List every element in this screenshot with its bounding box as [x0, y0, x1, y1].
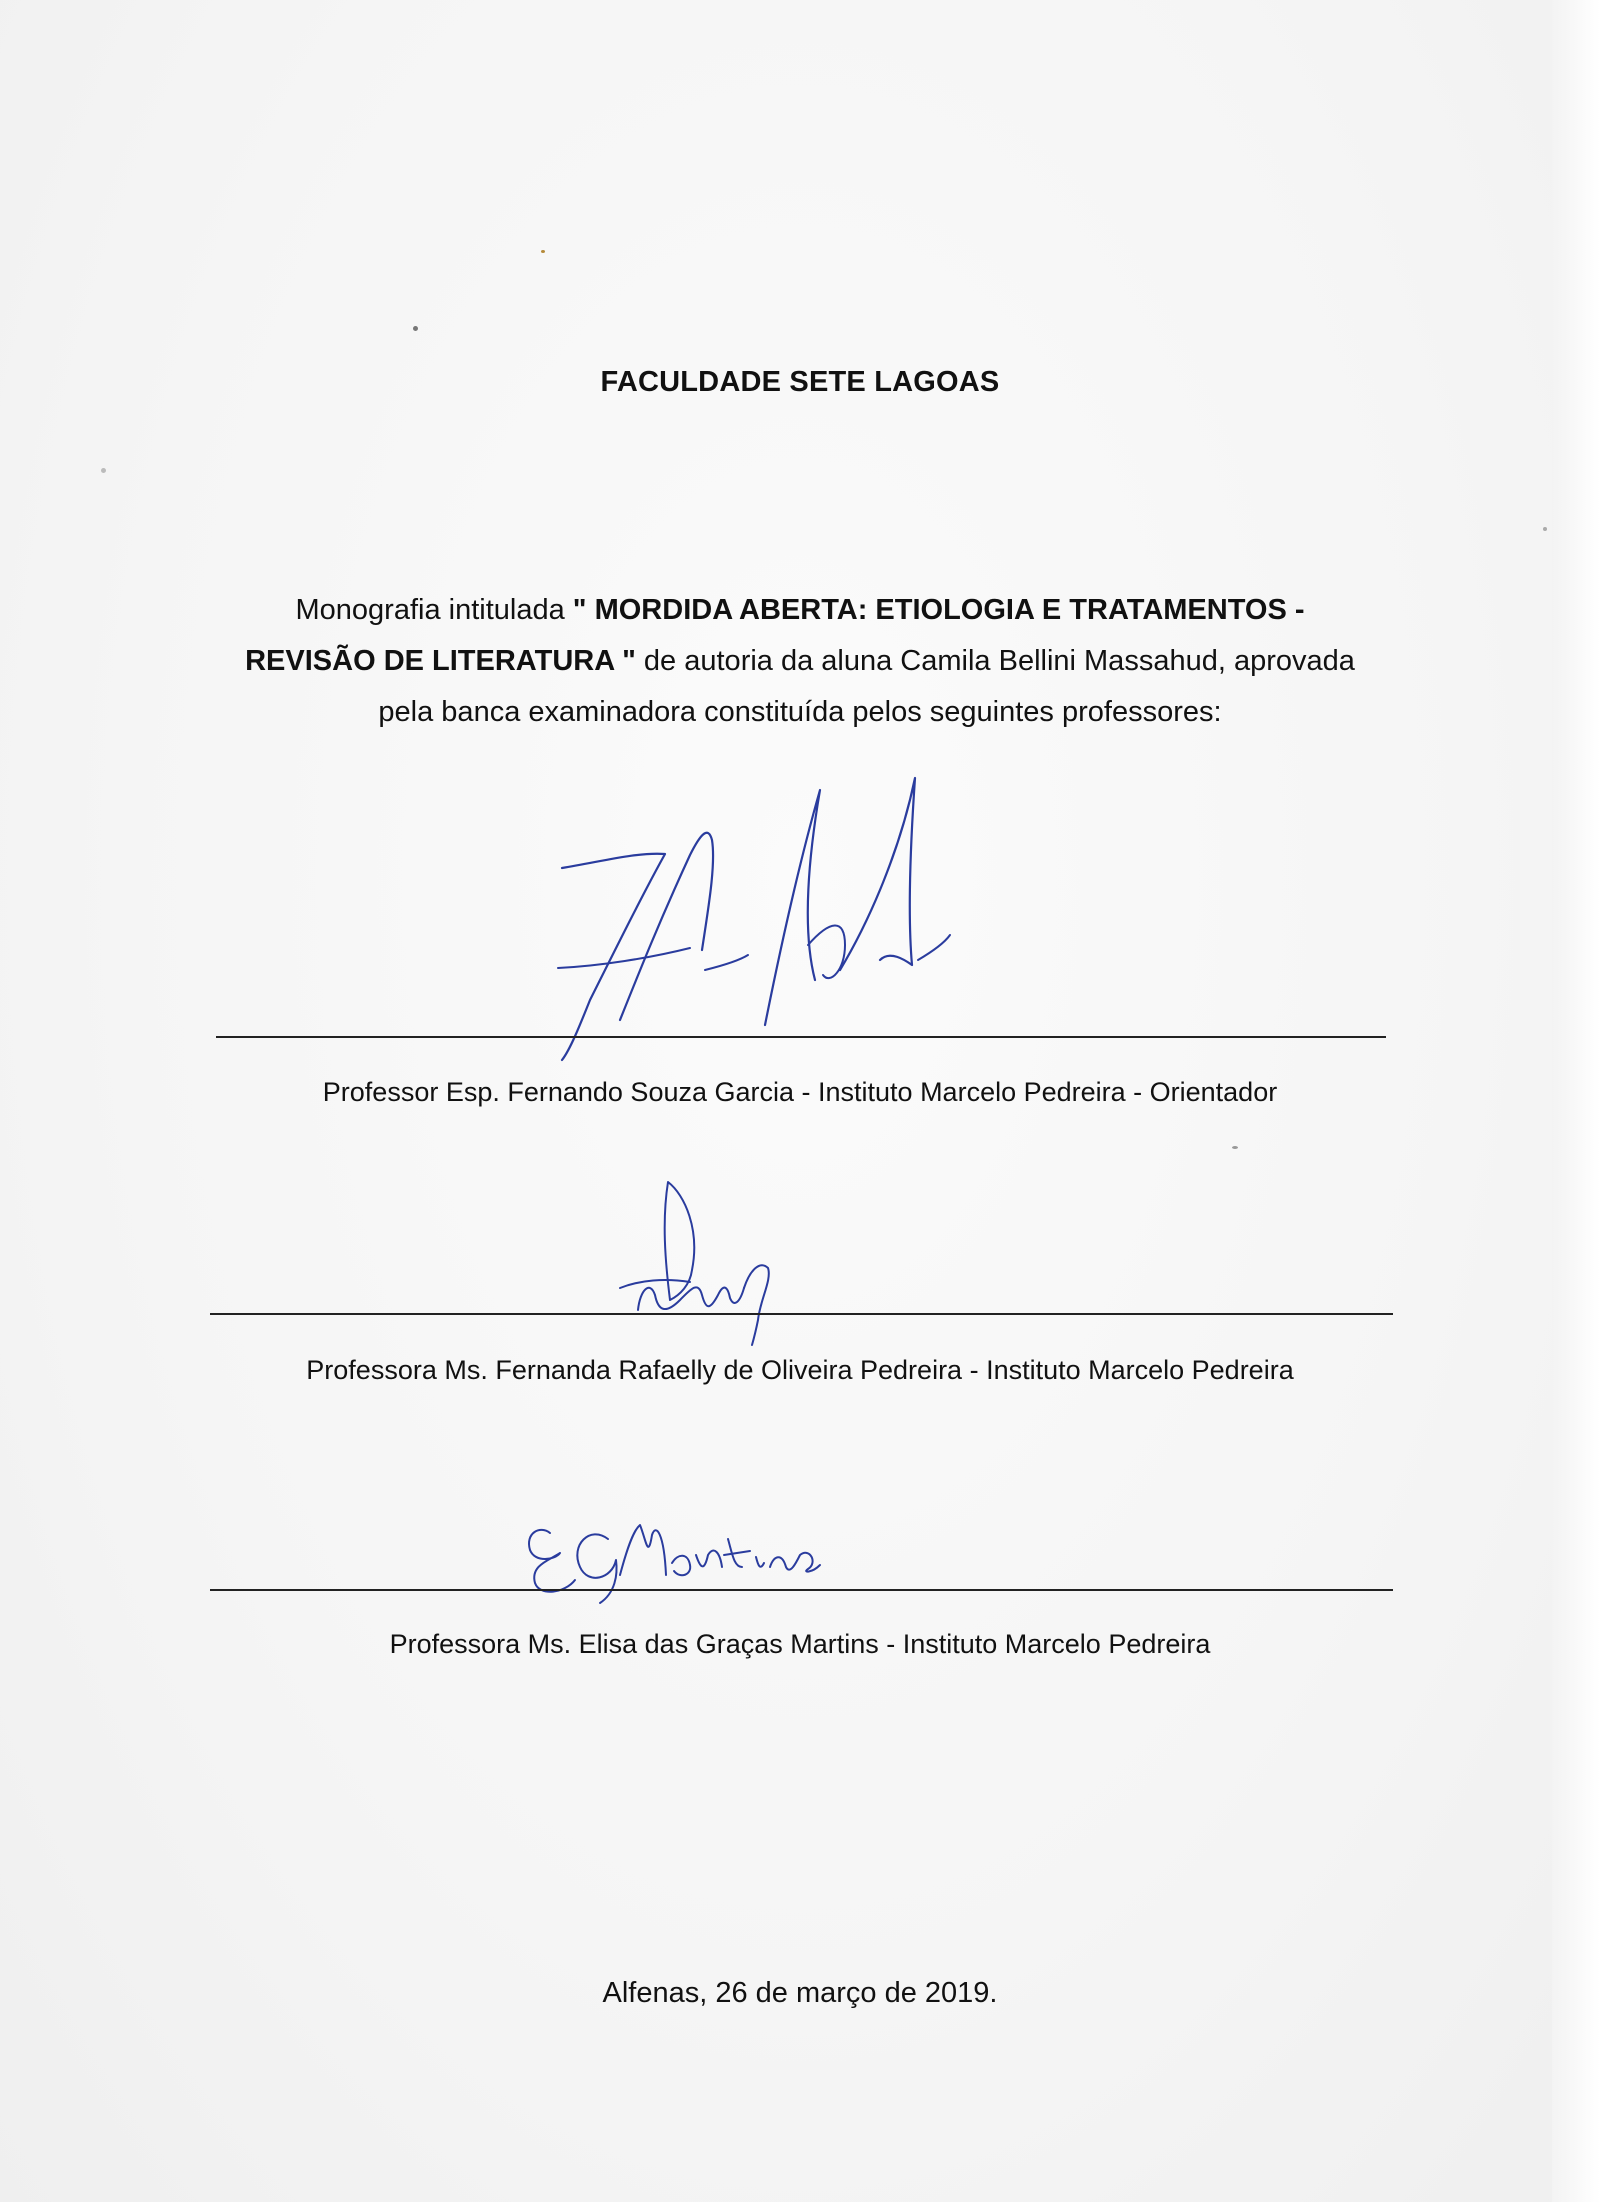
- institution-heading: FACULDADE SETE LAGOAS: [600, 366, 1000, 398]
- approval-statement: [240, 585, 1360, 738]
- signature-examiner-3: [520, 1505, 850, 1610]
- scan-speck: [101, 468, 106, 473]
- document-date: Alfenas, 26 de março de 2019.: [602, 1977, 998, 2009]
- scan-speck: [541, 250, 545, 253]
- signature-line-2: [210, 1313, 1393, 1315]
- signature-examiner-1: [540, 770, 1020, 1070]
- approval-rest: de autoria da aluna Camila Bellini Massahud, aprovada pela banca examinadora constituída pelos seguintes professores:: [378, 645, 1355, 728]
- monograph-title: " MORDIDA ABERTA: ETIOLOGIA E TRATAMENTOS - REVISÃO DE LITERATURA ": [245, 594, 1305, 677]
- scan-speck: [1232, 1146, 1238, 1149]
- examiner-3-caption: Professora Ms. Elisa das Graças Martins - Instituto Marcelo Pedreira: [389, 1629, 1211, 1659]
- signature-line-3: [210, 1589, 1393, 1591]
- scan-speck: [1543, 527, 1547, 531]
- examiner-1-caption: Professor Esp. Fernando Souza Garcia - Instituto Marcelo Pedreira - Orientador: [322, 1077, 1278, 1107]
- approval-intro: Monografia intitulada: [295, 594, 573, 626]
- signature-examiner-2: [610, 1170, 820, 1350]
- signature-line-1: [216, 1036, 1386, 1038]
- scan-speck: [413, 326, 418, 331]
- examiner-2-caption: Professora Ms. Fernanda Rafaelly de Oliveira Pedreira - Instituto Marcelo Pedreira: [306, 1355, 1294, 1385]
